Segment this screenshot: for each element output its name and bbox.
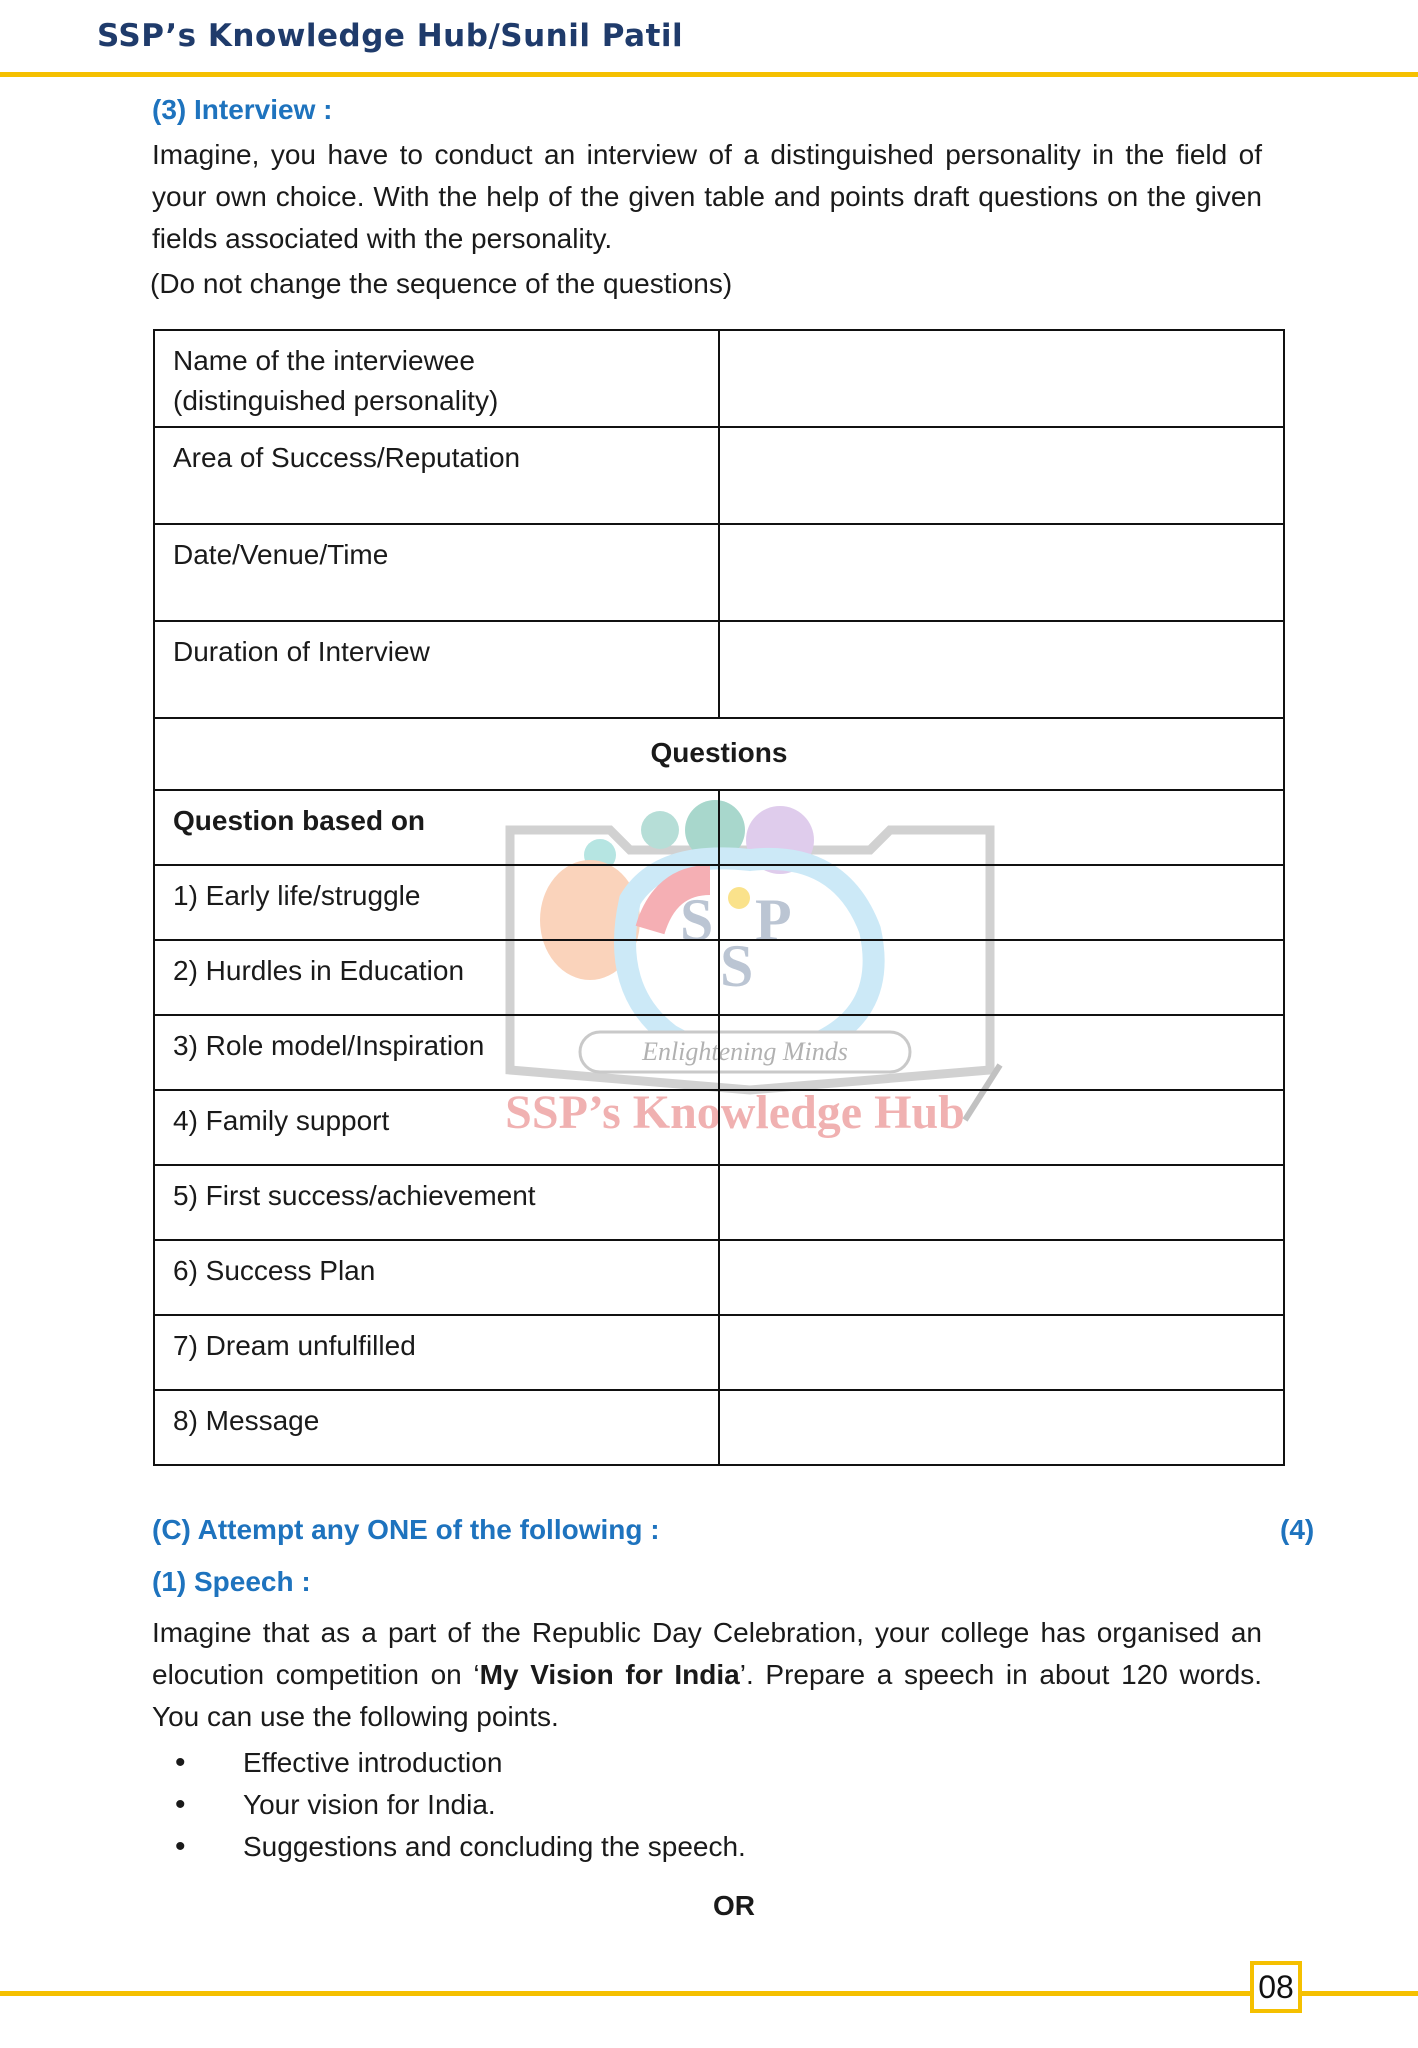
question-topic: 5) First success/achievement [154, 1165, 719, 1240]
question-topic: 3) Role model/Inspiration [154, 1015, 719, 1090]
question-topic: 2) Hurdles in Education [154, 940, 719, 1015]
table-row [154, 621, 1284, 718]
table-row [154, 1090, 1284, 1165]
question-topic: 6) Success Plan [154, 1240, 719, 1315]
watermark-tagline: Enlightening Minds [642, 1037, 848, 1066]
answer-cell [719, 1090, 1284, 1165]
table-row [154, 1390, 1284, 1465]
table-row [154, 940, 1284, 1015]
speech-prompt: Imagine that as a part of the Republic Day Celebration, your college has organised an elocution competition on ‘My Vision for India’. Prepare a speech in about 120 words. You can use the following points. [152, 1617, 1262, 1732]
info-label: Name of the interviewee (distinguished personality) [154, 330, 719, 427]
footer-rule [0, 1991, 1418, 1996]
answer-cell [719, 427, 1284, 524]
list-item: • Effective introduction [175, 1742, 746, 1784]
answer-cell [719, 1240, 1284, 1315]
answer-cell [719, 1165, 1284, 1240]
list-item: • Your vision for India. [175, 1784, 746, 1826]
questions-heading: Questions [154, 718, 1284, 790]
speech-points [175, 1742, 746, 1868]
or-divider: OR [713, 1890, 755, 1921]
table-row [154, 1015, 1284, 1090]
page-number: 08 [1250, 1961, 1302, 2013]
answer-cell [719, 524, 1284, 621]
interview-heading: (3) Interview : [152, 94, 333, 125]
question-topic: 8) Message [154, 1390, 719, 1465]
table-row [154, 1315, 1284, 1390]
question-topic: 7) Dream unfulfilled [154, 1315, 719, 1390]
answer-cell [719, 940, 1284, 1015]
section-c-heading: (C) Attempt any ONE of the following : [152, 1514, 660, 1545]
header-rule [0, 72, 1418, 77]
answer-cell [719, 790, 1284, 865]
list-item: • Suggestions and concluding the speech. [175, 1826, 746, 1868]
speech-topic: My Vision for India [479, 1659, 740, 1690]
info-label: Duration of Interview [154, 621, 719, 718]
interview-table [153, 329, 1285, 1466]
table-row [154, 330, 1284, 427]
table-row [154, 790, 1284, 865]
speech-heading: (1) Speech : [152, 1566, 311, 1597]
table-row [154, 524, 1284, 621]
table-row [154, 1165, 1284, 1240]
question-topic: 4) Family support [154, 1090, 719, 1165]
answer-cell [719, 1315, 1284, 1390]
table-row [154, 718, 1284, 790]
watermark-letter: S [720, 933, 754, 999]
answer-cell [719, 1015, 1284, 1090]
answer-cell [719, 865, 1284, 940]
interview-prompt: Imagine, you have to conduct an interview of a distinguished personality in the field of your own choice. With the help of the given table and points draft questions on the given fields associated with the personality. [152, 139, 1262, 254]
header-title: SSP’s Knowledge Hub/Sunil Patil [97, 18, 684, 54]
watermark-letter: P [755, 887, 792, 953]
info-label: Area of Success/Reputation [154, 427, 719, 524]
watermark-brand: SSP’s Knowledge Hub [505, 1086, 965, 1139]
watermark-letter: S [680, 887, 714, 953]
answer-cell [719, 621, 1284, 718]
answer-cell [719, 330, 1284, 427]
section-c-marks: (4) [1280, 1514, 1315, 1545]
answer-cell [719, 1390, 1284, 1465]
table-row [154, 1240, 1284, 1315]
question-topic: 1) Early life/struggle [154, 865, 719, 940]
interview-note: (Do not change the sequence of the questions) [150, 268, 733, 299]
info-label: Date/Venue/Time [154, 524, 719, 621]
question-based-on-label: Question based on [154, 790, 719, 865]
table-row [154, 865, 1284, 940]
table-row [154, 427, 1284, 524]
